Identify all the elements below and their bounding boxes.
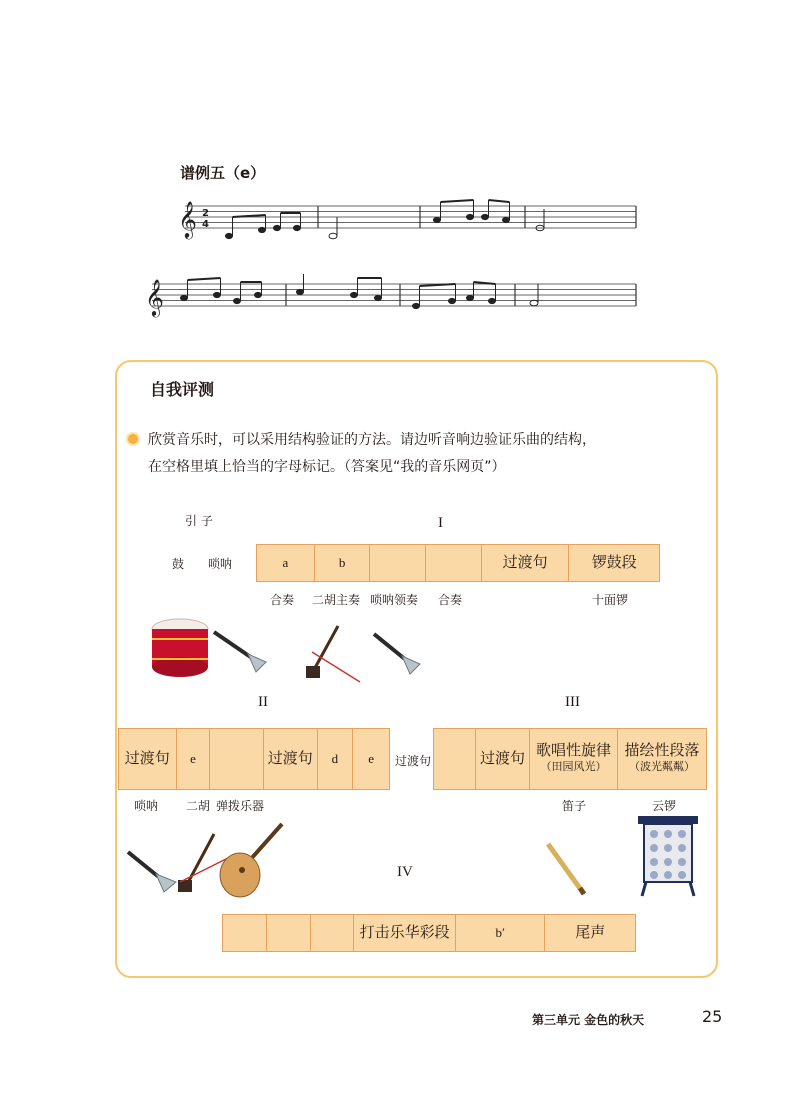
dizi-image	[542, 840, 590, 898]
section-2-below-3: 弹拨乐器	[216, 799, 265, 813]
instruction-line-2: 在空格里填上恰当的字母标记。（答案见“我的音乐网页”）	[148, 459, 506, 475]
section-1-gong-drum: 锣鼓段	[591, 555, 637, 571]
section-2-roman: II	[258, 694, 268, 710]
section-1-below-4: 合奏	[438, 593, 463, 607]
suona-image-1	[210, 628, 268, 674]
section-1-roman: I	[438, 515, 443, 531]
section-3-roman: III	[565, 694, 580, 710]
section-3-descriptive-label: 描绘性段落	[624, 743, 700, 759]
section-4-blank-2[interactable]	[267, 915, 311, 951]
intro-label: 引 子	[185, 514, 213, 528]
section-3-singing-melody	[530, 729, 618, 789]
section-2-structure-row	[118, 728, 390, 790]
yunluo-image	[632, 812, 704, 898]
footer-unit-title: 第三单元 金色的秋天	[532, 1013, 645, 1027]
section-4-blank-1[interactable]	[223, 915, 267, 951]
section-4-percussion-cadenza: 打击乐华彩段	[354, 915, 456, 951]
section-2-below-2: 二胡	[186, 799, 211, 813]
section-2-cell-d: d	[318, 729, 354, 789]
section-3-structure-row	[433, 728, 707, 790]
section-1-structure-row	[256, 544, 660, 582]
section-2-transition-2: 过渡句	[264, 729, 318, 789]
music-score	[140, 190, 650, 330]
section-3-descriptive-sub: （波光粼粼）	[629, 761, 695, 773]
suona-image-3	[124, 848, 178, 894]
suona-image-2	[370, 630, 422, 676]
section-1-below-2: 二胡主奏	[312, 593, 361, 607]
section-1-below-5: 十面锣	[592, 593, 629, 607]
bullet-icon	[128, 434, 138, 444]
section-3-singing-melody-label: 歌唱性旋律	[535, 743, 611, 759]
bridge-transition-label: 过渡句	[395, 754, 432, 768]
section-3-transition: 过渡句	[476, 729, 530, 789]
svg-text:𝄞: 𝄞	[145, 278, 164, 316]
section-4-coda: 尾声	[575, 925, 606, 941]
pipa-image	[212, 820, 290, 900]
section-3-below-1: 笛子	[562, 799, 587, 813]
svg-text:𝄞: 𝄞	[178, 200, 197, 238]
section-3-singing-melody-sub: （田园风光）	[540, 761, 607, 773]
section-3-blank[interactable]	[434, 729, 476, 789]
drum-image	[148, 615, 212, 681]
section-4-cell-b-prime: b′	[456, 915, 546, 951]
section-2-cell-e: e	[177, 729, 211, 789]
page-number: 25	[702, 1007, 723, 1026]
svg-text:2: 2	[202, 208, 209, 219]
section-4-structure-row	[222, 914, 636, 952]
erhu-image-1	[300, 622, 364, 684]
section-1-below-1: 合奏	[270, 593, 295, 607]
section-1-cell-b: b	[315, 545, 371, 581]
svg-text:4: 4	[202, 219, 209, 230]
section-2-blank[interactable]	[210, 729, 264, 789]
section-1-cell-a: a	[257, 545, 315, 581]
instruction-line-1: 欣赏音乐时，可以采用结构验证的方法。请边听音响边验证乐曲的结构，	[148, 432, 596, 448]
section-4-blank-3[interactable]	[311, 915, 355, 951]
section-3-below-2: 云锣	[652, 799, 677, 813]
score-title: 谱例五（e）	[180, 164, 266, 182]
section-1-transition: 过渡句	[482, 545, 570, 581]
intro-instrument-suona: 唢呐	[208, 557, 233, 571]
section-1-blank-1[interactable]	[370, 545, 426, 581]
evaluation-instruction	[148, 427, 688, 481]
intro-instrument-drum: 鼓	[172, 557, 185, 571]
section-2-cell-e2: e	[368, 751, 375, 766]
section-1-blank-2[interactable]	[426, 545, 482, 581]
section-1-below-3: 唢呐领奏	[370, 593, 419, 607]
section-2-transition-1: 过渡句	[119, 729, 177, 789]
section-4-roman: IV	[397, 864, 413, 880]
evaluation-title: 自我评测	[150, 380, 215, 399]
section-2-below-1: 唢呐	[134, 799, 159, 813]
section-3-descriptive	[618, 729, 706, 789]
